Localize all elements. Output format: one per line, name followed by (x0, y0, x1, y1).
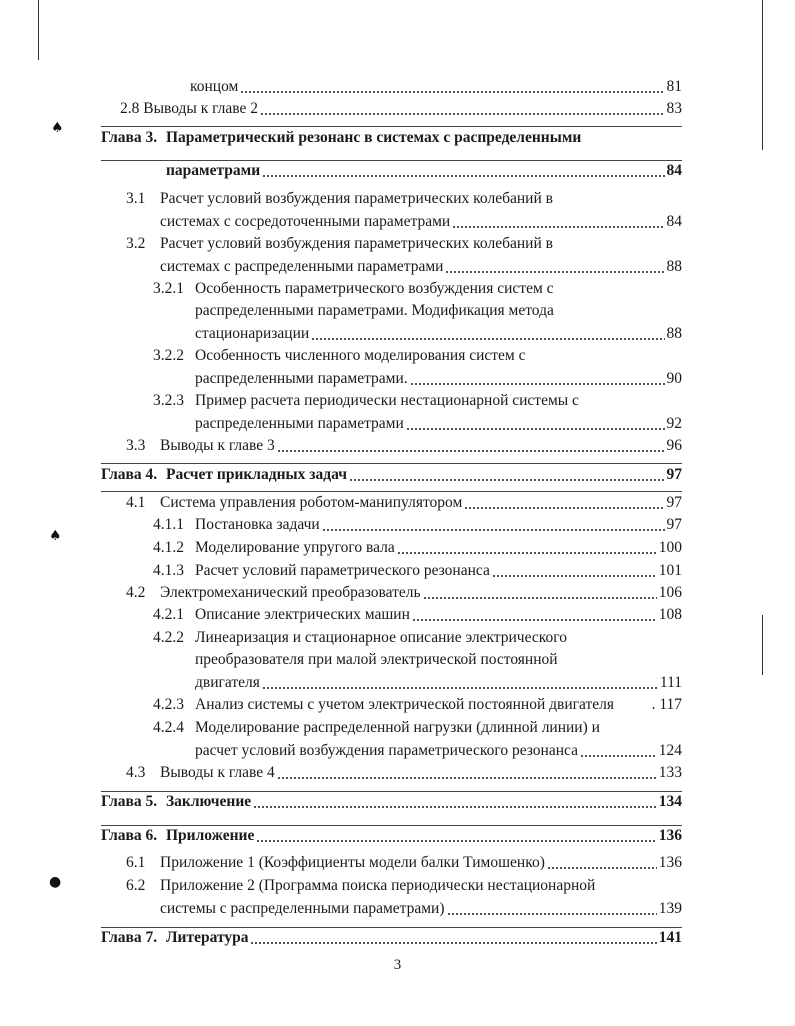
toc-entry-page: . 117 (651, 696, 682, 713)
toc-entry-title: Приложение 2 (Программа поиска периодически нестационарной (160, 877, 596, 894)
dot-leader (311, 324, 664, 344)
dot-leader (349, 465, 665, 485)
toc-entry-number: 3.2.2 (153, 347, 184, 364)
toc-entry-page: 134 (658, 793, 682, 810)
toc-entry-number: 3.2.3 (153, 392, 184, 409)
toc-entry-title: Описание электрических машин (195, 606, 410, 623)
toc-entry-title: Расчет условий параметрического резонанса (195, 562, 490, 579)
toc-entry-title: Выводы к главе 4 (160, 764, 275, 781)
toc-entry-number: 4.2.4 (153, 719, 184, 736)
toc-entry-title: распределенными параметрами (195, 415, 404, 432)
toc-entry-number: 4.2 (126, 584, 146, 601)
toc-entry-page: 111 (659, 674, 682, 691)
toc-entry-page: 141 (658, 929, 682, 946)
toc-entry-page: 84 (666, 162, 682, 179)
toc-entry-number: 4.1 (126, 494, 146, 511)
toc-entry-title: системах с распределенными параметрами (160, 258, 444, 275)
toc-entry-title: Заключение (166, 793, 252, 810)
toc-entry-number: 3.1 (126, 190, 146, 207)
toc-entry-title: распределенными параметрами. (195, 370, 408, 387)
toc-entry-number: 4.1.3 (153, 562, 184, 579)
toc-entry-title: параметрами (166, 162, 261, 179)
toc-entry-number: 4.2.1 (153, 606, 184, 623)
toc-entry-title: Выводы к главе 3 (160, 437, 275, 454)
toc-entry-number: 3.2.1 (153, 280, 184, 297)
toc-entry-title: Анализ системы с учетом электрической постоянной двигателя (195, 696, 614, 713)
toc-entry-number: Глава 4. (101, 466, 158, 483)
dot-leader (397, 538, 657, 558)
toc-entry-page: 101 (658, 562, 682, 579)
toc-entry-number: 6.2 (126, 877, 146, 894)
toc-entry-page: 108 (658, 606, 682, 623)
right-margin-tick (762, 615, 763, 675)
dot-leader (492, 561, 657, 581)
toc-entry-title: Электромеханический преобразователь (160, 584, 421, 601)
left-margin-line (38, 0, 39, 60)
section-rule (101, 463, 682, 464)
toc-entry-title: концом (190, 78, 239, 95)
section-rule (101, 791, 682, 792)
dot-leader (464, 493, 664, 513)
toc-entry-page: 88 (666, 325, 682, 342)
dot-leader (447, 899, 657, 919)
toc-entry-title: распределенными параметрами. Модификация метода (195, 302, 554, 319)
toc-entry-title: Приложение (166, 827, 255, 844)
toc-entry-number: Глава 5. (101, 793, 158, 810)
dot-leader (256, 826, 656, 846)
page-number: 3 (393, 957, 402, 973)
toc-entry-title: 2.8 Выводы к главе 2 (120, 100, 259, 117)
dot-leader (410, 369, 665, 389)
toc-entry-page: 83 (666, 100, 682, 117)
toc-entry-title: Расчет условий возбуждения параметрических колебаний в (160, 190, 553, 207)
toc-entry-number: 4.3 (126, 764, 146, 781)
dot-leader (262, 161, 664, 181)
section-rule (101, 126, 682, 127)
toc-entry-page: 97 (666, 466, 682, 483)
toc-entry-title: Постановка задачи (195, 516, 320, 533)
toc-entry-number: Глава 3. (101, 129, 158, 146)
dot-leader (277, 763, 657, 783)
toc-entry-title: двигателя (195, 674, 260, 691)
right-margin-line (762, 0, 763, 150)
dot-leader (260, 99, 664, 119)
dot-leader (322, 515, 665, 535)
toc-entry-number: 3.3 (126, 437, 146, 454)
dot-leader (547, 853, 657, 873)
toc-entry-page: 96 (666, 437, 682, 454)
toc-entry-page: 106 (658, 584, 682, 601)
toc-entry-number: 6.1 (126, 854, 146, 871)
toc-entry-page: 92 (666, 415, 682, 432)
toc-entry-number: Глава 7. (101, 929, 158, 946)
section-rule (101, 825, 682, 826)
dot-leader (250, 928, 656, 948)
toc-entry-page: 139 (658, 900, 682, 917)
toc-entry-title: Линеаризация и стационарное описание электрического (195, 629, 567, 646)
toc-entry-title: расчет условий возбуждения параметрического резонанса (195, 742, 578, 759)
dot-leader (406, 414, 665, 434)
toc-entry-number: 4.1.2 (153, 539, 184, 556)
dot-leader (452, 212, 664, 232)
toc-entry-page: 124 (658, 742, 682, 759)
dot-leader (412, 605, 657, 625)
punch-hole-mark: ♠ (51, 120, 64, 136)
section-rule (101, 927, 682, 928)
toc-entry-page: 133 (658, 764, 682, 781)
toc-entry-title: Расчет прикладных задач (166, 466, 347, 483)
toc-entry-page: 97 (666, 516, 682, 533)
toc-entry-title: системах с сосредоточенными параметрами (160, 213, 451, 230)
toc-entry-title: Особенность численного моделирования систем с (195, 347, 526, 364)
toc-entry-page: 97 (666, 494, 682, 511)
toc-entry-title: Система управления роботом-манипулятором (160, 494, 463, 511)
toc-entry-title: Приложение 1 (Коэффициенты модели балки Тимошенко) (160, 854, 545, 871)
toc-entry-page: 81 (666, 78, 682, 95)
toc-entry-number: Глава 6. (101, 827, 158, 844)
toc-entry-title: Особенность параметрического возбуждения систем с (195, 280, 554, 297)
toc-entry-title: Моделирование упругого вала (195, 539, 395, 556)
toc-entry-page: 90 (666, 370, 682, 387)
dot-leader (262, 673, 658, 693)
dot-leader (580, 741, 657, 761)
toc-entry-title: Расчет условий возбуждения параметрических колебаний в (160, 235, 553, 252)
toc-entry-title: преобразователя при малой электрической постоянной (195, 651, 558, 668)
toc-entry-number: 4.2.2 (153, 629, 184, 646)
toc-entry-title: Литература (166, 929, 249, 946)
toc-entry-page: 100 (658, 539, 682, 556)
toc-entry-title: стационаризации (195, 325, 310, 342)
dot-leader (277, 436, 665, 456)
punch-hole-mark: ♠ (49, 528, 62, 544)
dot-leader (445, 257, 664, 277)
punch-hole-mark: ● (49, 874, 62, 890)
dot-leader (253, 792, 657, 812)
toc-entry-page: 136 (658, 827, 682, 844)
toc-entry-title: системы с распределенными параметрами) (160, 900, 445, 917)
toc-entry-page: 88 (666, 258, 682, 275)
toc-entry-title: Параметрический резонанс в системах с распределенными (166, 129, 582, 146)
toc-entry-page: 136 (658, 854, 682, 871)
toc-entry-title: Моделирование распределенной нагрузки (длинной линии) и (195, 719, 600, 736)
toc-entry-number: 4.1.1 (153, 516, 184, 533)
section-rule (101, 160, 682, 161)
toc-entry-number: 4.2.3 (153, 696, 184, 713)
toc-entry-title: Пример расчета периодически нестационарной системы с (195, 392, 579, 409)
dot-leader (240, 77, 664, 97)
toc-entry-page: 84 (666, 213, 682, 230)
toc-entry-number: 3.2 (126, 235, 146, 252)
dot-leader (423, 583, 657, 603)
section-rule (101, 491, 682, 492)
